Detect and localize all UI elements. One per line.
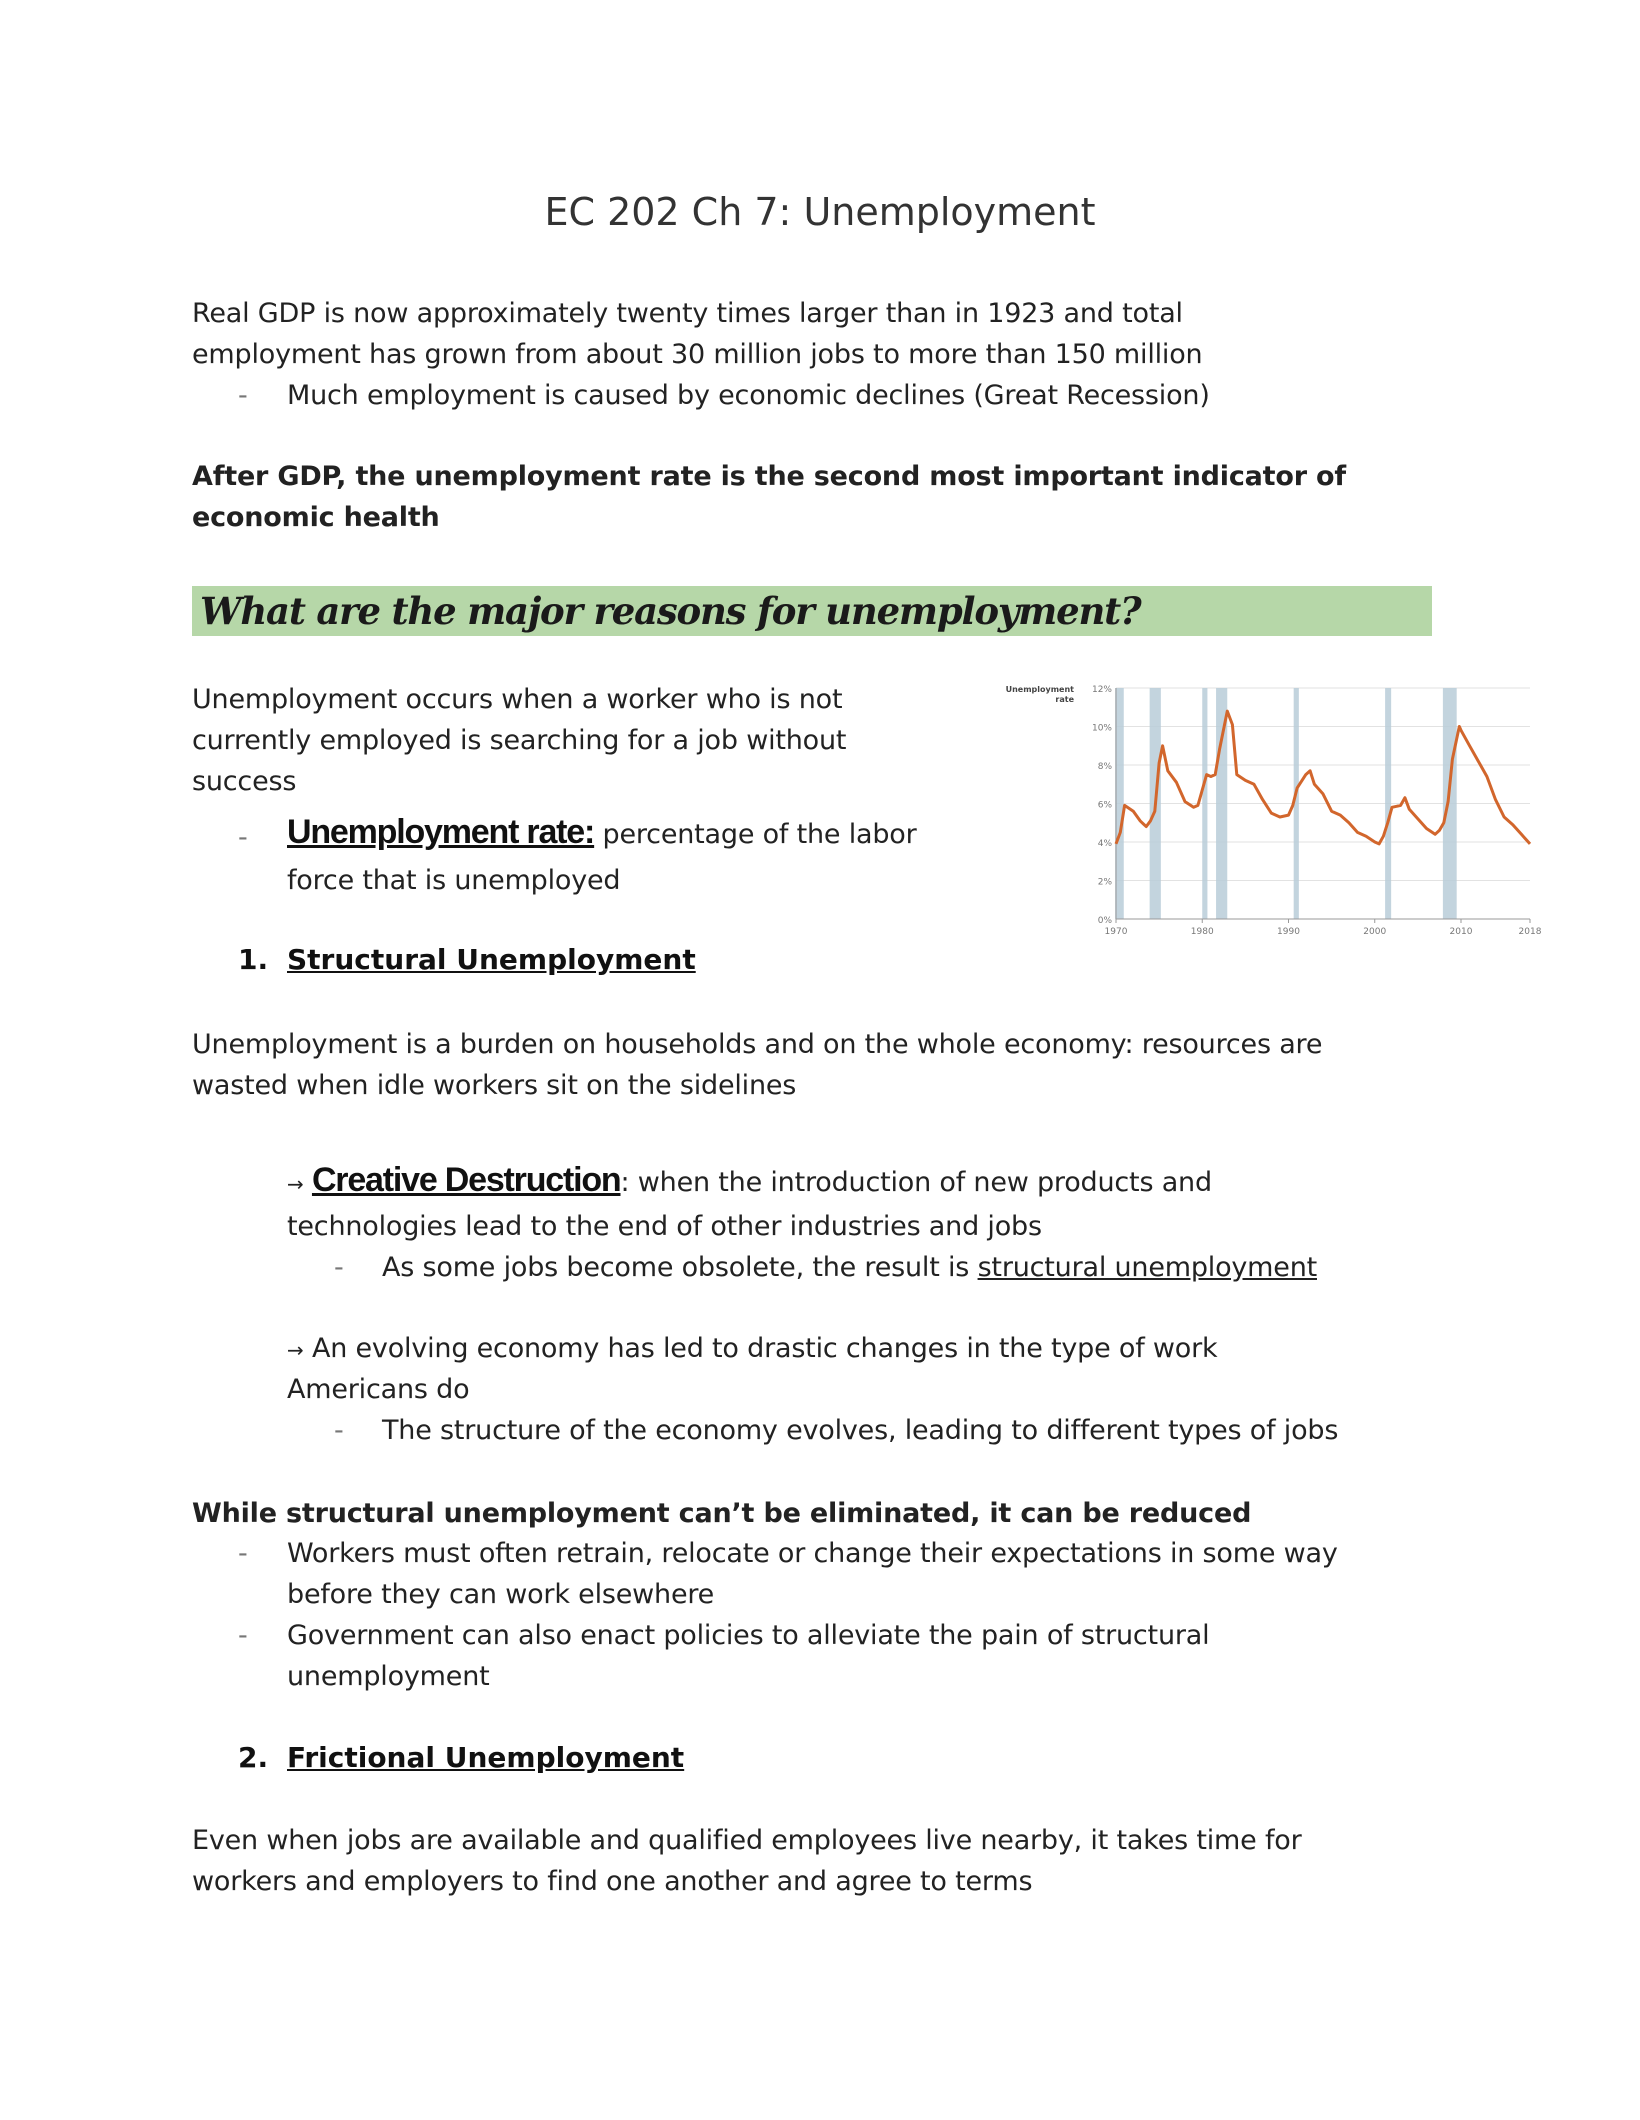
creative-destruction-bullet [382, 1247, 1317, 1288]
y-tick-label: 10% [1091, 723, 1112, 734]
definition-line-3: success [192, 766, 297, 797]
rate-definition-line-2: force that is unemployed [287, 865, 621, 896]
bullet-dash: - [238, 380, 248, 411]
key-indicator-line-1: After GDP, the unemployment rate is the second most important indicator of [192, 461, 1346, 492]
document-title: EC 202 Ch 7: Unemployment [544, 190, 1096, 234]
section-heading-highlight [192, 586, 1432, 636]
recession-band [1443, 688, 1457, 919]
section-heading: What are the major reasons for unemployment? [200, 589, 1141, 633]
bullet-dash: - [334, 1252, 344, 1283]
recession-band [1385, 688, 1391, 919]
intro-line-2: employment has grown from about 30 million jobs to more than 150 million [192, 339, 1203, 370]
x-tick-label: 2000 [1363, 927, 1387, 937]
evolving-economy-line-2: Americans do [287, 1374, 470, 1405]
rate-definition-text: percentage of the labor [594, 819, 917, 850]
x-tick-label: 2010 [1449, 927, 1473, 937]
intro-bullet: Much employment is caused by economic declines (Great Recession) [287, 380, 1210, 411]
definition-line-1: Unemployment occurs when a worker who is not [192, 684, 843, 715]
evolving-economy-bullet: The structure of the economy evolves, leading to different types of jobs [382, 1415, 1339, 1446]
series-line [1116, 711, 1530, 844]
unemployment-rate-term: Unemployment rate: [287, 813, 595, 851]
y-tick-label: 2% [1097, 877, 1112, 888]
bullet-dash: - [238, 822, 248, 853]
x-tick-label: 2018 [1518, 927, 1542, 937]
x-tick-label: 1990 [1277, 927, 1300, 937]
retrain-bullet-line-2: before they can work elsewhere [287, 1579, 715, 1610]
evolving-economy-line [287, 1328, 1217, 1371]
x-tick-label: 1980 [1190, 927, 1214, 937]
definition-line-2: currently employed is searching for a job without [192, 725, 847, 756]
retrain-bullet-line-1: Workers must often retrain, relocate or change their expectations in some way [287, 1538, 1338, 1569]
frictional-unemployment-heading: Frictional Unemployment [287, 1741, 685, 1774]
bullet-dash: - [238, 1538, 248, 1569]
evolving-economy-text: An evolving economy has led to drastic changes in the type of work [303, 1333, 1218, 1364]
y-tick-label: 4% [1097, 839, 1112, 849]
obsolete-jobs-text: As some jobs become obsolete, the result is [382, 1252, 978, 1283]
y-axis-label: Unemployment [1005, 685, 1074, 694]
y-tick-label: 6% [1097, 800, 1112, 811]
creative-destruction-term: Creative Destruction [311, 1161, 621, 1199]
frictional-line-2: workers and employers to find one another and agree to terms [192, 1866, 1033, 1897]
frictional-line-1: Even when jobs are available and qualified employees live nearby, it takes time for [192, 1825, 1302, 1856]
key-indicator-line-2: economic health [192, 502, 440, 533]
x-tick-label: 1970 [1104, 927, 1128, 937]
y-tick-label: 8% [1097, 762, 1112, 772]
rate-definition [287, 812, 917, 855]
bullet-dash: - [238, 1620, 248, 1651]
reduce-line: While structural unemployment can’t be eliminated, it can be reduced [192, 1498, 1252, 1529]
government-bullet-line-1: Government can also enact policies to alleviate the pain of structural [287, 1620, 1210, 1651]
intro-line-1: Real GDP is now approximately twenty times larger than in 1923 and total [192, 298, 1183, 329]
y-axis-label: rate [1055, 695, 1074, 704]
bullet-dash: - [334, 1415, 344, 1446]
arrow-icon: → [287, 1338, 304, 1362]
structural-unemployment-heading: Structural Unemployment [287, 943, 696, 976]
structural-unemployment-link: structural unemployment [977, 1252, 1317, 1283]
unemployment-rate-chart [990, 676, 1560, 956]
creative-destruction-line [287, 1160, 1212, 1205]
creative-destruction-line-2: technologies lead to the end of other industries and jobs [287, 1211, 1042, 1242]
recession-band [1202, 688, 1207, 919]
list-number-2: 2. [238, 1741, 269, 1774]
arrow-icon: → [287, 1172, 304, 1196]
government-bullet-line-2: unemployment [287, 1661, 490, 1692]
list-number-1: 1. [238, 943, 269, 976]
y-tick-label: 0% [1097, 916, 1112, 926]
burden-line-1: Unemployment is a burden on households and on the whole economy: resources are [192, 1029, 1323, 1060]
y-tick-label: 12% [1091, 685, 1112, 695]
creative-destruction-text: : when the introduction of new products and [620, 1167, 1212, 1198]
burden-line-2: wasted when idle workers sit on the sidelines [192, 1070, 797, 1101]
